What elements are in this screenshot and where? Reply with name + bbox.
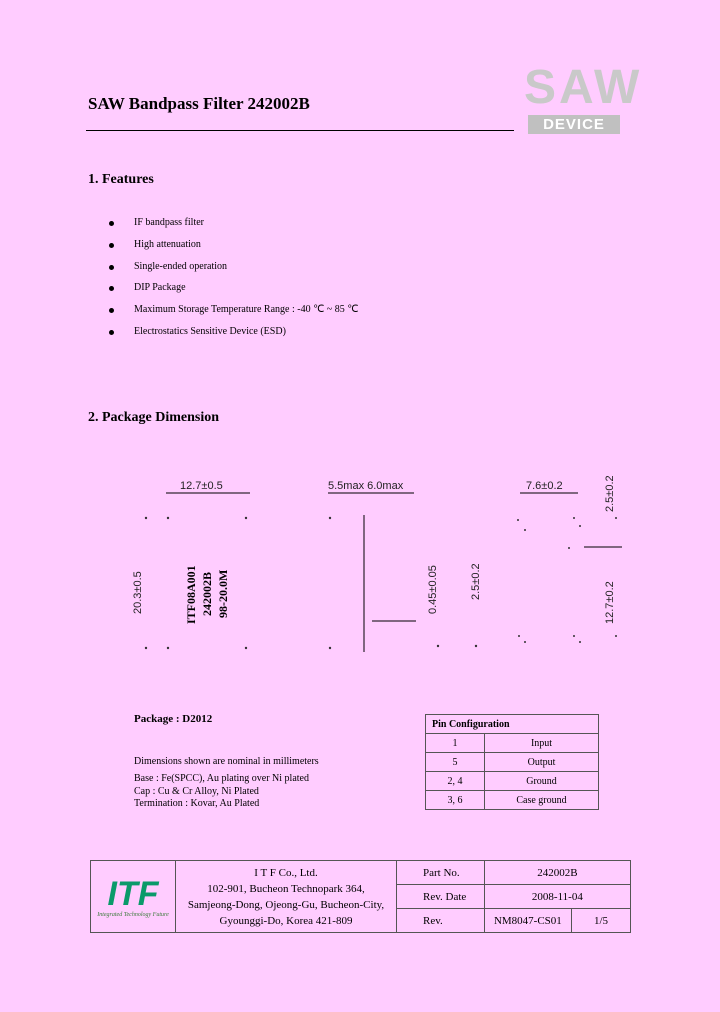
table-row [426,791,599,810]
device-logo-text: DEVICE [528,115,620,134]
saw-logo-text: SAW [524,61,643,114]
page-number: 1/5 [572,909,631,933]
rev-value: NM8047-CS01 [484,909,571,933]
footer-table [90,860,631,933]
company-address: Samjeong-Dong, Ojeong-Gu, Bucheon-City, [187,898,385,911]
package-note: Base : Fe(SPCC), Au plating over Ni plated [134,773,309,784]
pin-function: Input [485,734,599,753]
dim-body-length: 20.3±0.5 [132,571,144,614]
rev-label: Rev. [397,909,485,933]
pin-number: 3, 6 [426,791,485,810]
dim-width-top: 12.7±0.5 [180,480,223,492]
company-logo-cell [91,861,176,933]
company-address: Gyounggi-Do, Korea 421-809 [219,914,353,927]
package-dimension-heading: 2. Package Dimension [88,410,220,425]
package-label: Package : D2012 [134,713,213,725]
pin-function: Output [485,753,599,772]
table-row [426,753,599,772]
marking-line-2: 242002B [200,571,214,616]
feature-item: DIP Package [108,279,358,301]
pin-config-header: Pin Configuration [426,715,599,734]
itf-logo: ITF [107,874,159,913]
company-name: I T F Co., Ltd. [254,866,318,879]
feature-item: IF bandpass filter [108,214,358,236]
dim-pin-diameter: 0.45±0.05 [427,565,439,614]
part-no-label: Part No. [397,861,485,885]
features-list [108,214,358,345]
pin-number: 2, 4 [426,772,485,791]
pin-number: 1 [426,734,485,753]
document-title: SAW Bandpass Filter 242002B [88,94,310,113]
feature-item: Electrostatics Sensitive Device (ESD) [108,323,358,345]
package-note: Termination : Kovar, Au Plated [134,798,260,809]
package-note: Dimensions shown are nominal in millimeters [134,756,319,767]
marking-line-1: ITF08A001 [184,565,198,624]
company-address: 102-901, Bucheon Technopark 364, [207,882,365,895]
dim-pin-length: 2.5±0.2 [470,563,482,600]
dim-right-top: 2.5±0.2 [604,475,616,512]
title-rule [86,130,514,131]
company-info-cell [176,861,397,933]
feature-item: Maximum Storage Temperature Range : -40 ℃ ~ 85 ℃ [108,301,358,323]
pin-function: Case ground [485,791,599,810]
table-row [426,734,599,753]
pin-config-table [425,714,599,810]
dim-side-height: 5.5max 6.0max [328,480,404,492]
pin-function: Ground [485,772,599,791]
table-row [426,772,599,791]
rev-date-value: 2008-11-04 [484,885,630,909]
feature-item: Single-ended operation [108,258,358,280]
marking-line-3: 98-20.0M [216,569,230,618]
dim-pin-span: 12.7±0.2 [604,581,616,624]
dim-pin-pitch: 7.6±0.2 [526,480,563,492]
feature-item: High attenuation [108,236,358,258]
package-note: Cap : Cu & Cr Alloy, Ni Plated [134,786,259,797]
features-heading: 1. Features [88,172,154,187]
pin-number: 5 [426,753,485,772]
part-no-value: 242002B [484,861,630,885]
itf-logo-tagline: Integrated Technology Future [97,911,169,918]
rev-date-label: Rev. Date [397,885,485,909]
